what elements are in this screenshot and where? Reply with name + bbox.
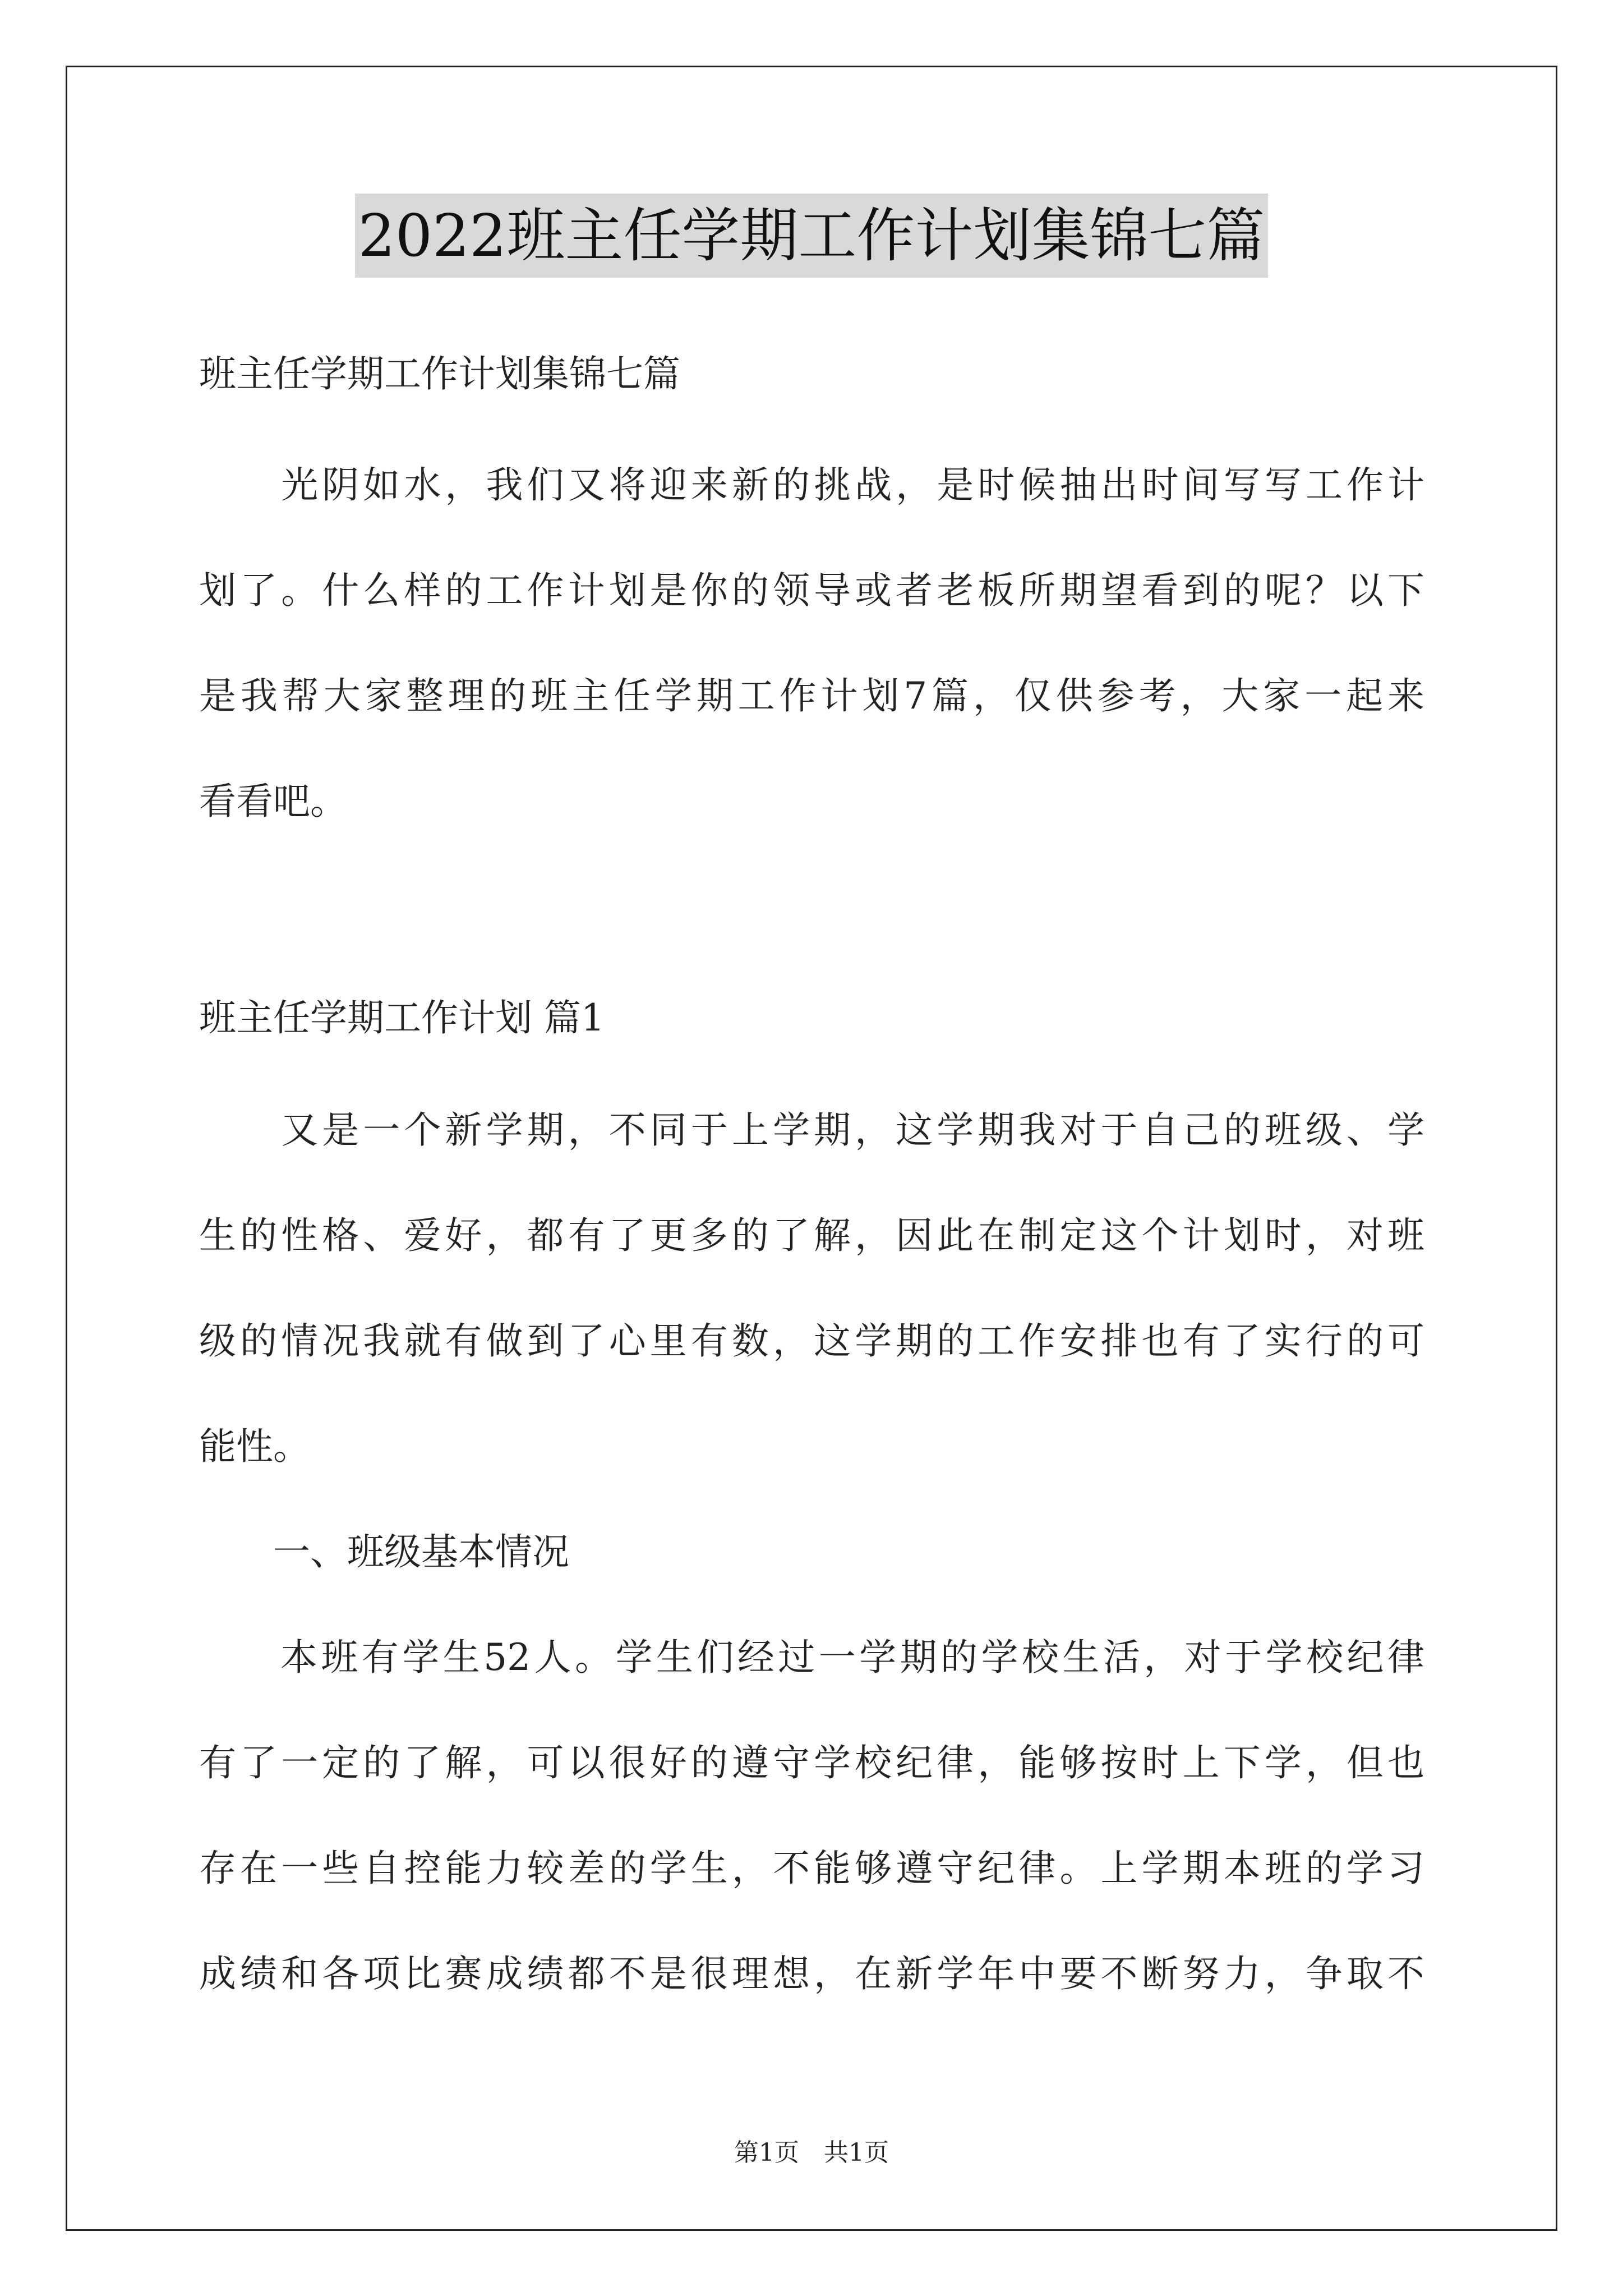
para2-line-3: 存在一些自控能力较差的学生，不能够遵守纪律。上学期本班的学习 bbox=[199, 1847, 1424, 1890]
para1-line-2: 生的性格、爱好，都有了更多的了解，因此在制定这个计划时，对班 bbox=[199, 1214, 1424, 1257]
para2-line-4: 成绩和各项比赛成绩都不是很理想，在新学年中要不断努力，争取不 bbox=[199, 1952, 1424, 1995]
intro-line-2: 划了。什么样的工作计划是你的领导或者老板所期望看到的呢？以下 bbox=[199, 569, 1424, 612]
subheading-class-info: 一、班级基本情况 bbox=[199, 1530, 569, 1573]
title-area bbox=[0, 194, 1623, 278]
section-heading: 班主任学期工作计划 篇1 bbox=[199, 996, 605, 1039]
para1-line-3: 级的情况我就有做到了心里有数，这学期的工作安排也有了实行的可 bbox=[199, 1319, 1424, 1363]
para1-line-4: 能性。 bbox=[199, 1425, 310, 1468]
intro-line-1: 光阴如水，我们又将迎来新的挑战，是时候抽出时间写写工作计 bbox=[199, 463, 1424, 507]
para2-line-2: 有了一定的了解，可以很好的遵守学校纪律，能够按时上下学，但也 bbox=[199, 1741, 1424, 1784]
page-number: 第1页 共1页 bbox=[734, 2138, 889, 2167]
page-footer bbox=[0, 2136, 1623, 2170]
document-subtitle: 班主任学期工作计划集锦七篇 bbox=[199, 352, 680, 395]
intro-line-4: 看看吧。 bbox=[199, 780, 347, 823]
intro-line-3: 是我帮大家整理的班主任学期工作计划7篇，仅供参考，大家一起来 bbox=[199, 674, 1424, 717]
document-title: 2022班主任学期工作计划集锦七篇 bbox=[355, 194, 1269, 278]
para2-line-1: 本班有学生52人。学生们经过一学期的学校生活，对于学校纪律 bbox=[199, 1636, 1424, 1679]
para1-line-1: 又是一个新学期，不同于上学期，这学期我对于自己的班级、学 bbox=[199, 1108, 1424, 1152]
